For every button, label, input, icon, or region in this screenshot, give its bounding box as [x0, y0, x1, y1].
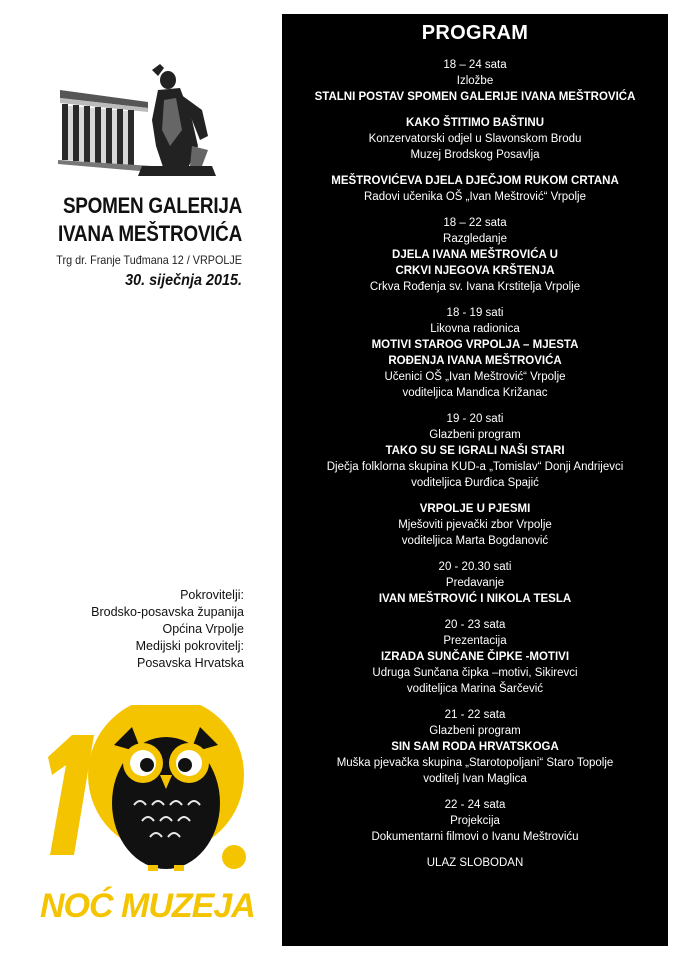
program-item-line: 18 - 19 sati [446, 307, 504, 319]
program-item-line: ULAZ SLOBODAN [426, 857, 524, 869]
program-item-line: Predavanje [445, 577, 505, 589]
program-item-line: Glazbeni program [429, 429, 521, 441]
gallery-building-icon [52, 50, 222, 178]
program-item-line: Glazbeni program [429, 725, 521, 737]
venue-name-line-2: IVANA MEŠTROVIĆA [57, 221, 242, 246]
venue-address: Trg dr. Franje Tuđmana 12 / VRPOLJE [56, 253, 243, 267]
program-item [282, 559, 668, 607]
venue-info [28, 192, 242, 290]
program-item-title: VRPOLJE U PJESMI [419, 503, 531, 515]
program-item [282, 305, 668, 401]
sponsor-line: Medijski pokrovitelj: [135, 639, 244, 653]
program-item-line: Muzej Brodskog Posavlja [410, 149, 540, 161]
program-item [282, 215, 668, 295]
program-item-title: CRKVI NJEGOVA KRŠTENJA [395, 265, 555, 277]
logo-text: NOĆ MUZEJA [40, 887, 255, 925]
program-item-title: IZRADA SUNČANE ČIPKE -MOTIVI [380, 651, 570, 663]
program-item-line: Učenici OŠ „Ivan Meštrović“ Vrpolje [384, 371, 566, 383]
program-item-title: IVAN MEŠTROVIĆ I NIKOLA TESLA [378, 593, 572, 605]
program-item [282, 707, 668, 787]
program-item-line: 18 – 22 sata [443, 217, 507, 229]
program-item-line: Likovna radionica [430, 323, 520, 335]
sponsor-line: Posavska Hrvatska [137, 656, 244, 670]
program-item-title: TAKO SU SE IGRALI NAŠI STARI [385, 445, 565, 457]
program-item-title: DJELA IVANA MEŠTROVIĆA U [392, 249, 558, 261]
program-item-line: Mješoviti pjevački zbor Vrpolje [398, 519, 552, 531]
program-item [282, 57, 668, 105]
left-column [0, 0, 282, 960]
program-item-title: KAKO ŠTITIMO BAŠTINU [406, 117, 544, 129]
program-item-line: voditeljica Mandica Križanac [402, 387, 548, 399]
program-item [282, 617, 668, 697]
program-item [282, 797, 668, 845]
program-item-line: 18 – 24 sata [443, 59, 507, 71]
program-item-line: Dječja folklorna skupina KUD-a „Tomislav“ Donji Andrijevci [326, 461, 624, 473]
noc-muzeja-logo [38, 705, 278, 930]
program-item-line: voditeljica Marina Šarčević [406, 683, 544, 695]
program-item-title: STALNI POSTAV SPOMEN GALERIJE IVANA MEŠTROVIĆA [314, 91, 636, 103]
sponsor-line: Općina Vrpolje [162, 622, 244, 636]
program-item-line: Izložbe [456, 75, 494, 87]
program-item-line: Razgledanje [443, 233, 507, 245]
gallery-illustration [52, 50, 222, 178]
program-item-line: Konzervatorski odjel u Slavonskom Brodu [368, 133, 582, 145]
program-item-line: voditeljica Marta Bogdanović [401, 535, 549, 547]
venue-name-line-1: SPOMEN GALERIJA [62, 193, 242, 218]
program-list [282, 57, 668, 871]
program-item-title: ROĐENJA IVANA MEŠTROVIĆA [388, 355, 562, 367]
sponsor-line: Brodsko-posavska županija [91, 605, 244, 619]
program-item [282, 501, 668, 549]
program-title: PROGRAM [421, 22, 529, 44]
program-item-line: Dokumentarni filmovi o Ivanu Meštroviću [371, 831, 579, 843]
program-item-title: SIN SAM RODA HRVATSKOGA [391, 741, 559, 753]
program-item [282, 173, 668, 205]
program-item-line: Projekcija [450, 815, 500, 827]
program-item-line: voditelj Ivan Maglica [423, 773, 527, 785]
program-item [282, 855, 668, 871]
program-item-line: Crkva Rođenja sv. Ivana Krstitelja Vrpolje [369, 281, 581, 293]
sponsors-list [91, 587, 244, 672]
program-item-line: voditeljica Đurđica Spajić [411, 477, 539, 489]
program-item-line: Radovi učenika OŠ „Ivan Meštrović“ Vrpolje [364, 191, 586, 203]
program-item-line: Prezentacija [443, 635, 507, 647]
program-item [282, 411, 668, 491]
program-item-line: 20 - 20.30 sati [438, 561, 512, 573]
program-item-line: Muška pjevačka skupina „Starotopoljani“ Staro Topolje [336, 757, 614, 769]
program-item-line: 22 - 24 sata [444, 799, 506, 811]
program-item-line: Udruga Sunčana čipka –motivi, Sikirevci [372, 667, 578, 679]
program-item [282, 115, 668, 163]
program-item-line: 21 - 22 sata [444, 709, 506, 721]
program-item-line: 19 - 20 sati [446, 413, 504, 425]
program-item-title: MEŠTROVIĆEVA DJELA DJEČJOM RUKOM CRTANA [331, 175, 619, 187]
sponsor-line: Pokrovitelji: [180, 588, 244, 602]
owl-icon [38, 705, 278, 930]
event-date: 30. siječnja 2015. [125, 272, 242, 289]
program-item-line: 20 - 23 sata [444, 619, 506, 631]
program-item-title: MOTIVI STAROG VRPOLJA – MJESTA [371, 339, 579, 351]
program-panel [282, 14, 668, 946]
